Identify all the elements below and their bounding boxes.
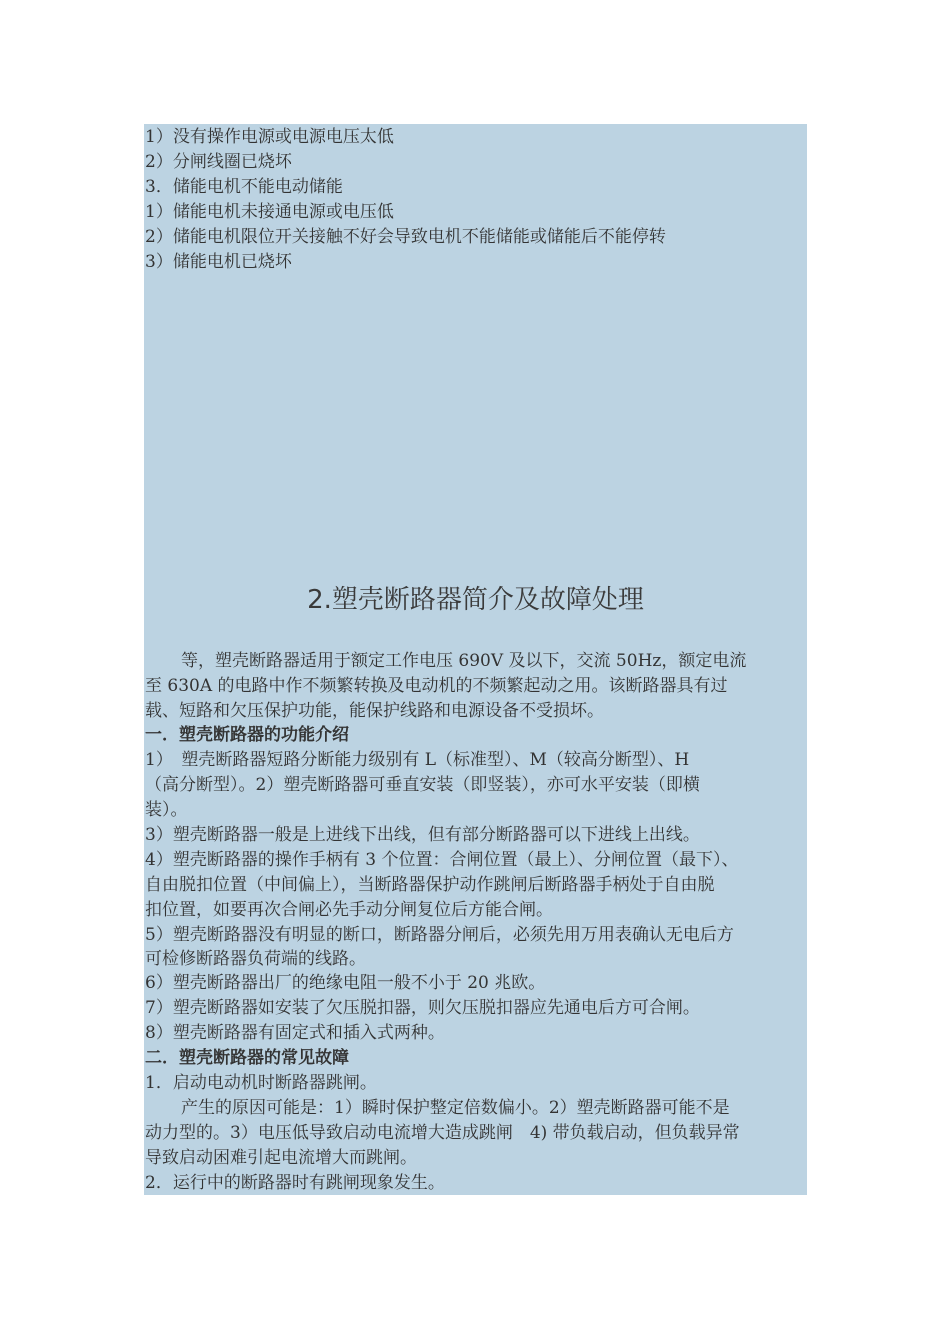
paragraph-line: 至 630A 的电路中作不频繁转换及电动机的不频繁起动之用。该断路器具有过 [145,676,728,696]
paragraph-line: 载、短路和欠压保护功能，能保护线路和电源设备不受损坏。 [145,701,604,721]
fault-title: 1．启动电动机时断路器跳闸。 [145,1073,377,1093]
paragraph-line: 等，塑壳断路器适用于额定工作电压 690V 及以下，交流 50Hz，额定电流 [181,651,747,671]
list-item: 2）分闸线圈已烧坏 [145,152,292,172]
paragraph-line: 3）塑壳断路器一般是上进线下出线，但有部分断路器可以下进线上出线。 [145,825,700,845]
paragraph-line: 可检修断路器负荷端的线路。 [145,949,366,969]
list-item: 1）储能电机未接通电源或电压低 [145,202,394,222]
paragraph-line: 产生的原因可能是：1）瞬时保护整定倍数偏小。2）塑壳断路器可能不是 [181,1098,730,1118]
heading-functions: 一．塑壳断路器的功能介绍 [145,725,349,745]
paragraph-line: 自由脱扣位置（中间偏上），当断路器保护动作跳闸后断路器手柄处于自由脱 [145,875,715,895]
heading-faults: 二．塑壳断路器的常见故障 [145,1048,349,1068]
paragraph-line: 动力型的。3）电压低导致启动电流增大造成跳闸 4) 带负载启动，但负载异常 [145,1123,740,1143]
paragraph-line: 导致启动困难引起电流增大而跳闸。 [145,1148,417,1168]
fault-title: 2．运行中的断路器时有跳闸现象发生。 [145,1173,445,1193]
list-item: 3）储能电机已烧坏 [145,252,292,272]
list-item: 2）储能电机限位开关接触不好会导致电机不能储能或储能后不能停转 [145,227,666,247]
paragraph-line: 4）塑壳断路器的操作手柄有 3 个位置：合闸位置（最上）、分闸位置（最下）、 [145,850,739,870]
paragraph-line: 装）。 [145,800,188,820]
paragraph-line: 5）塑壳断路器没有明显的断口，断路器分闸后，必须先用万用表确认无电后方 [145,925,734,945]
section-title: 2.塑壳断路器简介及故障处理 [307,585,644,615]
paragraph-line: 8）塑壳断路器有固定式和插入式两种。 [145,1023,445,1043]
list-item: 1）没有操作电源或电源电压太低 [145,127,394,147]
paragraph-line: 7）塑壳断路器如安装了欠压脱扣器，则欠压脱扣器应先通电后方可合闸。 [145,998,700,1018]
paragraph-line: 1） 塑壳断路器短路分断能力级别有 L（标准型）、M（较高分断型）、H [145,750,690,770]
paragraph-line: 6）塑壳断路器出厂的绝缘电阻一般不小于 20 兆欧。 [145,973,546,993]
paragraph-line: 扣位置，如要再次合闸必先手动分闸复位后方能合闸。 [145,900,553,920]
paragraph-line: （高分断型）。2）塑壳断路器可垂直安装（即竖装），亦可水平安装（即横 [145,775,700,795]
list-item: 3．储能电机不能电动储能 [145,177,343,197]
